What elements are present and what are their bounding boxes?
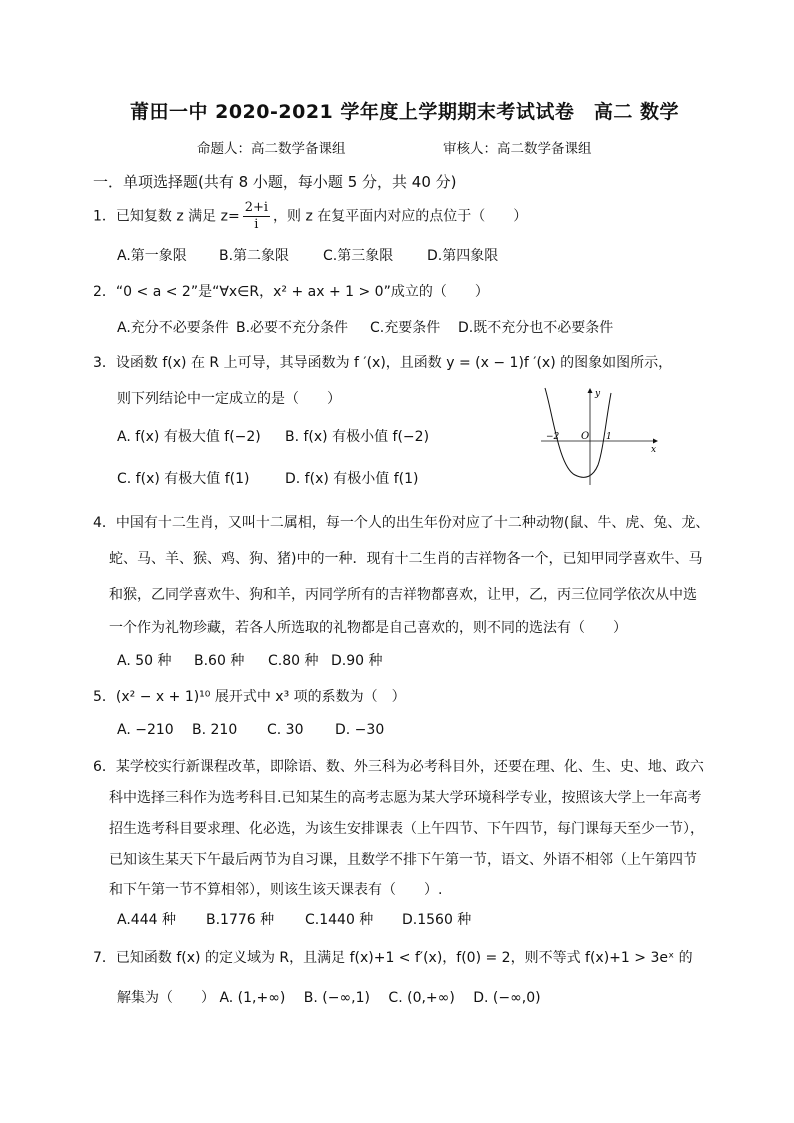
q6-option-a: A.444 种 [117, 912, 176, 928]
q6-option-c: C.1440 种 [305, 912, 374, 928]
graph-tick-1: 1 [606, 432, 612, 442]
graph-origin-label: O [581, 431, 590, 442]
question-6-line-4: 已知该生某天下午最后两节为自习课，且数学不排下午第一节，语文、外语不相邻（上午第四节 [109, 852, 697, 868]
question-7-line-1: 7．已知函数 f(x) 的定义域为 R，且满足 f(x)+1 < f′(x)，f(0) = 2，则不等式 f(x)+1 > 3eˣ 的 [93, 950, 693, 966]
author-line: 命题人：高二数学备课组 [197, 141, 346, 157]
q3-option-a: A. f(x) 有极大值 f(−2) [117, 429, 261, 445]
question-7-line-2: 解集为（ ） A. (1,+∞) B. (−∞,1) C. (0,+∞) D. (−∞,0) [117, 990, 541, 1006]
q2-option-d: D.既不充分也不必要条件 [458, 320, 614, 336]
question-3-line-2: 则下列结论中一定成立的是（ ） [117, 391, 341, 407]
q5-option-c: C. 30 [267, 722, 304, 738]
q3-option-d: D. f(x) 有极小值 f(1) [285, 471, 419, 487]
q3-option-c: C. f(x) 有极大值 f(1) [117, 471, 250, 487]
question-4-line-4: 一个作为礼物珍藏，若各人所选取的礼物都是自己喜欢的，则不同的选法有（ ） [109, 620, 627, 636]
q1-option-b: B.第二象限 [219, 248, 290, 264]
question-4-line-2: 蛇、马、羊、猴、鸡、狗、猪)中的一种．现有十二生肖的吉祥物各一个，已知甲同学喜欢牛、马 [109, 551, 703, 567]
graph-y-label: y [595, 389, 601, 399]
graph-x-arrow [653, 439, 658, 444]
question-4-line-1: 4．中国有十二生肖，又叫十二属相，每一个人的出生年份对应了十二种动物(鼠、牛、虎、兔、龙、 [93, 515, 710, 531]
section-heading: 一．单项选择题(共有 8 小题，每小题 5 分，共 40 分) [93, 173, 457, 191]
reviewer-line: 审核人：高二数学备课组 [443, 141, 592, 157]
q1-stem-post: ，则 z 在复平面内对应的点位于（ ） [273, 208, 528, 225]
q4-option-d: D.90 种 [331, 653, 383, 669]
question-3-line-1: 3．设函数 f(x) 在 R 上可导，其导函数为 f ′(x)，且函数 y = (x − 1)f ′(x) 的图象如图所示， [93, 355, 673, 371]
q1-option-a: A.第一象限 [117, 248, 187, 264]
q1-fraction-denominator: i [254, 217, 259, 232]
q3-option-b: B. f(x) 有极小值 f(−2) [285, 429, 430, 445]
q1-fraction-numerator: 2+i [244, 200, 269, 215]
question-6-line-3: 招生选考科目要求理、化必选，为该生安排课表（上午四节、下午四节，每门课每天至少一节）， [109, 821, 704, 837]
q2-option-c: C.充要条件 [370, 320, 441, 336]
question-6-line-1: 6．某学校实行新课程改革，即除语、数、外三科为必考科目外，还要在理、化、生、史、地、政六 [93, 759, 704, 775]
q1-option-c: C.第三象限 [323, 248, 394, 264]
q4-option-a: A. 50 种 [117, 653, 172, 669]
q3-function-graph [535, 385, 660, 490]
q1-stem-pre: 1．已知复数 z 满足 z= [93, 208, 240, 225]
q1-fraction [243, 200, 270, 233]
q4-option-b: B.60 种 [194, 653, 245, 669]
question-5: 5．(x² − x + 1)¹⁰ 展开式中 x³ 项的系数为（ ） [93, 689, 406, 705]
q6-option-d: D.1560 种 [402, 912, 472, 928]
exam-title: 莆田一中 2020-2021 学年度上学期期末考试试卷 高二 数学 [130, 101, 679, 123]
q6-option-b: B.1776 种 [206, 912, 275, 928]
q2-option-b: B.必要不充分条件 [236, 320, 349, 336]
q5-option-d: D. −30 [335, 722, 385, 738]
graph-y-arrow [588, 388, 593, 393]
q1-option-d: D.第四象限 [427, 248, 499, 264]
q5-option-b: B. 210 [192, 722, 238, 738]
q5-option-a: A. −210 [117, 722, 174, 738]
question-2: 2．“0 < a < 2”是“∀x∈R，x² + ax + 1 > 0”成立的（ ） [93, 284, 489, 300]
question-6-line-2: 科中选择三科作为选考科目.已知某生的高考志愿为某大学环境科学专业，按照该大学上一年高考 [109, 790, 702, 806]
question-6-line-5: 和下午第一节不算相邻），则该生该天课表有（ ）. [109, 882, 443, 898]
question-1 [93, 200, 527, 233]
q4-option-c: C.80 种 [268, 653, 319, 669]
question-4-line-3: 和猴，乙同学喜欢牛、狗和羊，丙同学所有的吉祥物都喜欢，让甲，乙，丙三位同学依次从中选 [109, 587, 697, 603]
graph-tick-neg2: −2 [546, 432, 560, 442]
graph-x-label: x [651, 445, 657, 455]
q2-option-a: A.充分不必要条件 [117, 320, 229, 336]
